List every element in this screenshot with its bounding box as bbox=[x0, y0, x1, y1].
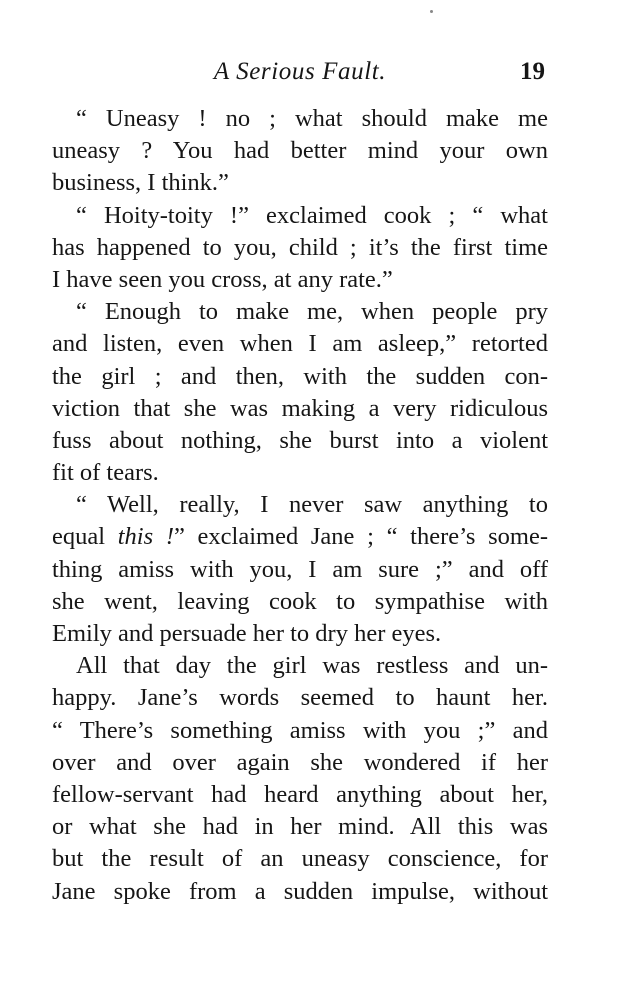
paragraph-4 bbox=[52, 489, 548, 650]
text-line: “ Uneasy ! no ; what should make me bbox=[76, 105, 548, 132]
text-line: All that day the girl was restless and un- bbox=[76, 652, 548, 680]
paragraph-5 bbox=[52, 650, 548, 908]
page-header bbox=[52, 58, 548, 92]
page-number: 19 bbox=[520, 58, 545, 85]
running-title: A Serious Fault. bbox=[213, 58, 387, 85]
text-line: “ Hoity-toity !” exclaimed cook ; “ what bbox=[76, 201, 548, 229]
text-line: she went, leaving cook to sympathise with bbox=[52, 587, 548, 615]
paper-speck bbox=[430, 10, 433, 13]
text-line: uneasy ? You had better mind your own bbox=[52, 137, 548, 165]
text-line: thing amiss with you, I am sure ;” and off bbox=[52, 555, 548, 583]
body-text bbox=[52, 103, 548, 908]
text-line: “ Well, really, I never saw anything to bbox=[76, 491, 548, 519]
paragraph-1 bbox=[52, 103, 548, 200]
text-line: over and over again she wondered if her bbox=[52, 748, 548, 776]
text-line: I have seen you cross, at any rate.” bbox=[52, 265, 393, 293]
text-line: or what she had in her mind. All this was bbox=[52, 813, 548, 841]
text-line: “ There’s something amiss with you ;” and bbox=[52, 716, 548, 744]
text-line: viction that she was making a very ridiculous bbox=[52, 394, 548, 422]
text-line: fuss about nothing, she burst into a violent bbox=[52, 426, 548, 454]
text-line: business, I think.” bbox=[52, 169, 229, 197]
text-line: Jane spoke from a sudden impulse, without bbox=[52, 877, 548, 905]
text-line: fit of tears. bbox=[52, 459, 159, 487]
text-line: “ Enough to make me, when people pry bbox=[76, 298, 548, 326]
paragraph-3 bbox=[52, 296, 548, 489]
text-line: the girl ; and then, with the sudden con- bbox=[52, 362, 548, 390]
paragraph-2 bbox=[52, 200, 548, 297]
text-line: fellow-servant had heard anything about her, bbox=[52, 780, 548, 808]
text-line: Emily and persuade her to dry her eyes. bbox=[52, 620, 442, 647]
emphasis-text: this ! bbox=[117, 523, 174, 551]
text-line: but the result of an uneasy conscience, for bbox=[52, 845, 548, 873]
text-line: happy. Jane’s words seemed to haunt her. bbox=[52, 684, 548, 712]
text-line: and listen, even when I am asleep,” retorted bbox=[52, 330, 548, 358]
text-line: equal this !” exclaimed Jane ; “ there’s some- bbox=[52, 523, 549, 551]
text-line: has happened to you, child ; it’s the first time bbox=[52, 233, 548, 261]
